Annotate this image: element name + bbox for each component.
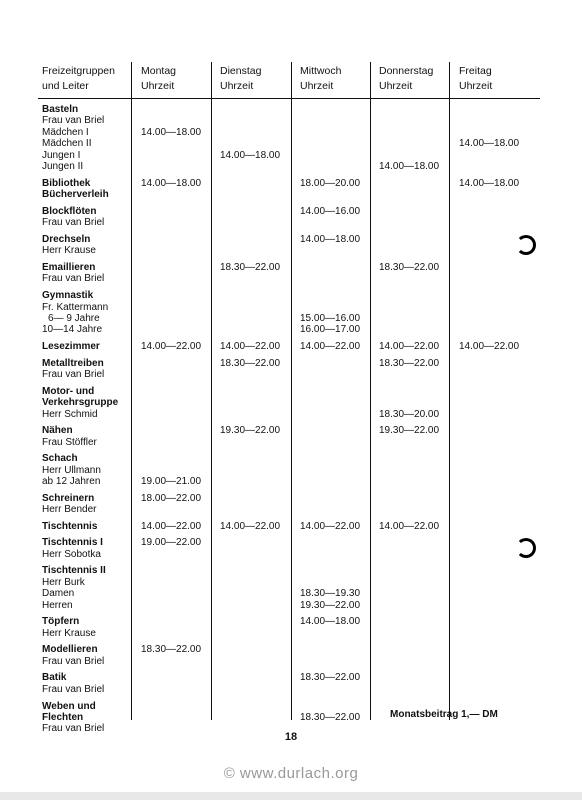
group-detail: Herr Ullmann	[42, 464, 101, 476]
time-cell: 14.00—22.00	[141, 520, 202, 532]
time-cell: 14.00—18.00	[300, 616, 361, 628]
group-detail: Herr Schmid	[42, 408, 98, 420]
group-detail: Mädchen I	[42, 126, 89, 138]
group-title: Schreinern	[42, 492, 95, 504]
column-divider	[370, 62, 371, 720]
monthly-fee-note: Monatsbeitrag 1,— DM	[390, 709, 498, 720]
header-line: Mittwoch	[300, 65, 342, 77]
time-cell: 18.00—22.00	[141, 492, 202, 504]
group-detail: Herr Krause	[42, 627, 96, 639]
group-detail: Herren	[42, 599, 73, 611]
header-line: Uhrzeit	[141, 80, 175, 92]
watermark: © www.durlach.org	[223, 765, 359, 782]
header-line: Uhrzeit	[300, 80, 334, 92]
header-line: und Leiter	[42, 80, 89, 92]
group-detail: Frau van Briel	[42, 369, 105, 381]
time-cell: 14.00—22.00	[141, 341, 202, 352]
time-cell: 14.00—18.00	[141, 177, 202, 189]
group-title: Blockflöten	[42, 205, 97, 217]
header-line: Uhrzeit	[220, 80, 254, 92]
page-number: 18	[284, 731, 298, 743]
time-cell: 18.30—22.00	[300, 711, 361, 723]
time-cell: 14.00—22.00	[300, 520, 361, 532]
time-cell: 15.00—16.00	[300, 312, 361, 324]
time-cell: 18.00—20.00	[300, 177, 361, 189]
group-title: Metalltreiben	[42, 357, 104, 369]
time-cell: 19.30—22.00	[300, 599, 361, 611]
time-cell: 14.00—22.00	[220, 520, 281, 532]
header-line: Freitag	[459, 65, 492, 77]
group-detail: Jungen I	[42, 149, 81, 161]
scan-edge	[0, 792, 582, 800]
group-detail: ab 12 Jahren	[42, 476, 101, 488]
group-title: Basteln	[42, 104, 79, 115]
time-cell: 14.00—18.00	[459, 177, 520, 189]
time-cell: 14.00—22.00	[459, 341, 520, 352]
group-detail: Jungen II	[42, 161, 84, 173]
group-title: Gymnastik	[42, 290, 94, 302]
group-detail: 6— 9 Jahre	[48, 312, 100, 324]
group-title: Bücherverleih	[42, 189, 109, 201]
group-title: Schach	[42, 453, 78, 465]
time-cell: 18.30—22.00	[141, 644, 202, 656]
time-cell: 14.00—22.00	[379, 520, 440, 532]
header-rule	[38, 98, 540, 99]
header-col4	[379, 64, 433, 94]
time-cell: 16.00—17.00	[300, 324, 361, 336]
time-cell: 18.30—22.00	[300, 672, 361, 684]
time-cell: 14.00—22.00	[220, 341, 281, 352]
group-detail: Herr Sobotka	[42, 548, 101, 560]
group-title: Flechten	[42, 711, 84, 723]
header-line: Donnerstag	[379, 65, 434, 77]
group-title: Töpfern	[42, 616, 80, 628]
punch-hole-icon	[516, 235, 536, 255]
group-title: Tischtennis II	[42, 565, 106, 577]
group-detail: Frau van Briel	[42, 217, 105, 229]
time-cell: 19.30—22.00	[379, 425, 440, 437]
punch-hole-icon	[516, 538, 536, 558]
time-cell: 14.00—22.00	[300, 341, 361, 352]
header-line: Uhrzeit	[459, 80, 493, 92]
group-title: Modellieren	[42, 644, 98, 656]
time-cell: 14.00—18.00	[459, 138, 520, 150]
header-col2	[220, 64, 261, 94]
time-cell: 19.30—22.00	[220, 425, 281, 437]
group-detail: 10—14 Jahre	[42, 324, 103, 336]
column-divider	[449, 62, 450, 720]
group-title: Bibliothek	[42, 177, 91, 189]
column-divider	[211, 62, 212, 720]
time-cell: 19.00—22.00	[141, 537, 202, 549]
time-cell: 14.00—18.00	[141, 126, 202, 138]
time-cell: 14.00—16.00	[300, 205, 361, 217]
time-cell: 14.00—22.00	[379, 341, 440, 352]
group-detail: Frau van Briel	[42, 723, 105, 735]
group-title: Verkehrsgruppe	[42, 397, 119, 409]
group-title: Drechseln	[42, 233, 91, 245]
group-title: Weben und	[42, 700, 96, 712]
group-detail: Frau van Briel	[42, 273, 105, 285]
group-detail: Mädchen II	[42, 138, 92, 150]
group-title: Motor- und	[42, 385, 95, 397]
header-col3	[300, 64, 341, 94]
time-cell: 18.30—22.00	[220, 262, 281, 273]
header-col1	[141, 64, 176, 94]
group-detail: Frau van Briel	[42, 655, 105, 667]
group-title: Nähen	[42, 425, 73, 437]
group-detail: Herr Bender	[42, 504, 97, 516]
group-title: Tischtennis	[42, 520, 98, 532]
header-line: Uhrzeit	[379, 80, 413, 92]
group-title: Lesezimmer	[42, 341, 100, 352]
column-divider	[131, 62, 132, 720]
header-col0	[42, 64, 115, 94]
group-title: Emaillieren	[42, 262, 96, 273]
time-cell: 18.30—20.00	[379, 408, 440, 420]
group-detail: Herr Burk	[42, 576, 85, 588]
time-cell: 19.00—21.00	[141, 476, 202, 488]
time-cell: 14.00—18.00	[300, 233, 361, 245]
group-title: Tischtennis I	[42, 537, 103, 549]
header-line: Montag	[141, 65, 177, 77]
header-line: Dienstag	[220, 65, 262, 77]
time-cell: 14.00—18.00	[220, 149, 281, 161]
header-col5	[459, 64, 492, 94]
time-cell: 18.30—22.00	[220, 357, 281, 369]
column-divider	[291, 62, 292, 720]
group-detail: Frau van Briel	[42, 115, 105, 127]
group-detail: Damen	[42, 588, 75, 600]
group-detail: Fr. Kattermann	[42, 301, 109, 313]
time-cell: 14.00—18.00	[379, 161, 440, 173]
group-detail: Herr Krause	[42, 245, 96, 257]
header-line: Freizeitgruppen	[42, 65, 115, 77]
time-cell: 18.30—19.30	[300, 588, 361, 600]
group-detail: Frau Stöffler	[42, 436, 97, 448]
group-title: Batik	[42, 672, 67, 684]
time-cell: 18.30—22.00	[379, 262, 440, 273]
time-cell: 18.30—22.00	[379, 357, 440, 369]
group-detail: Frau van Briel	[42, 683, 105, 695]
